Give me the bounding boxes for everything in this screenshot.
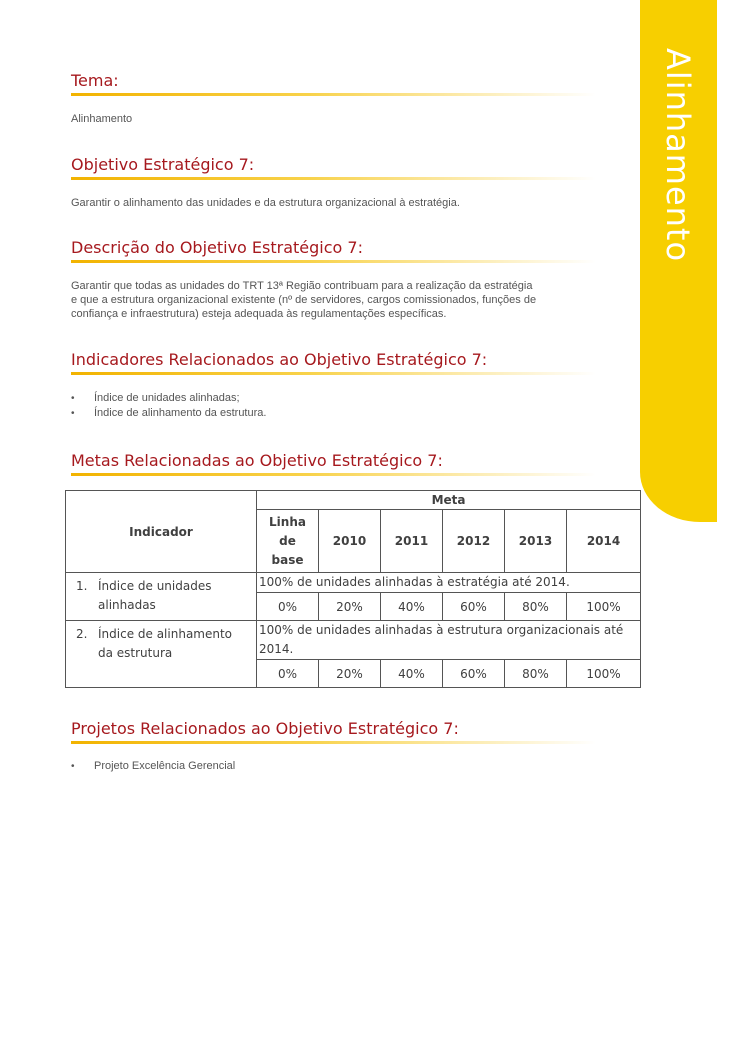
value-cell: 20% [319, 593, 381, 621]
descricao-text [71, 279, 536, 321]
list-item: • Índice de unidades alinhadas; [71, 392, 240, 404]
value-cell: 100% [567, 593, 641, 621]
bullet-icon: • [71, 761, 75, 772]
value-cell: 80% [505, 660, 567, 688]
value-cell: 100% [567, 660, 641, 688]
indicadores-list [71, 391, 266, 421]
metas-table [65, 490, 641, 688]
header-indicador: Indicador [66, 491, 257, 573]
list-item: • Índice de alinhamento da estrutura. [71, 407, 267, 419]
tema-heading: Tema: [71, 71, 119, 90]
header-year: 2014 [567, 510, 641, 573]
tema-text: Alinhamento [71, 113, 133, 125]
value-cell: 40% [381, 660, 443, 688]
header-year: 2013 [505, 510, 567, 573]
descricao-line: Garantir que todas as unidades do TRT 13ª Região contribuam para a realização da estratégia [71, 280, 533, 292]
indicator-name: Índice de unidades [98, 579, 212, 593]
indicator-cell [66, 621, 257, 688]
indicadores-rule [71, 372, 596, 375]
bullet-icon: • [71, 393, 75, 404]
side-tab-label: Alinhamento [659, 47, 697, 263]
value-cell: 20% [319, 660, 381, 688]
indicator-name: Índice de alinhamento [98, 627, 233, 641]
indicator-number: 1. [76, 579, 88, 593]
header-meta: Meta [257, 491, 641, 510]
projetos-rule [71, 741, 596, 744]
metas-rule [71, 473, 596, 476]
header-baseline: Linha de base [257, 510, 319, 573]
goal-text: 100% de unidades alinhadas à estratégia até 2014. [257, 573, 641, 593]
indicator-number: 2. [76, 627, 88, 641]
header-year: 2012 [443, 510, 505, 573]
goal-text: 100% de unidades alinhadas à estrutura organizacionais até 2014. [257, 621, 641, 660]
descricao-heading: Descrição do Objetivo Estratégico 7: [71, 238, 363, 257]
bullet-icon: • [71, 408, 75, 419]
header-year: 2011 [381, 510, 443, 573]
indicator-name: alinhadas [98, 598, 156, 612]
objetivo-rule [71, 177, 596, 180]
table-header-row [66, 491, 641, 510]
value-cell: 0% [257, 593, 319, 621]
table-row [66, 621, 641, 660]
tema-rule [71, 93, 596, 96]
value-cell: 0% [257, 660, 319, 688]
objetivo-text: Garantir o alinhamento das unidades e da estrutura organizacional à estratégia. [71, 197, 460, 209]
table-row [66, 573, 641, 593]
indicator-name: da estrutura [98, 646, 173, 660]
value-cell: 80% [505, 593, 567, 621]
value-cell: 40% [381, 593, 443, 621]
list-item: • Projeto Excelência Gerencial [71, 760, 236, 772]
descricao-line: e que a estrutura organizacional existente (nº de servidores, cargos comissionados, funções de [71, 294, 537, 306]
descricao-rule [71, 260, 596, 263]
value-cell: 60% [443, 660, 505, 688]
indicator-cell [66, 573, 257, 621]
objetivo-heading: Objetivo Estratégico 7: [71, 155, 255, 174]
projetos-heading: Projetos Relacionados ao Objetivo Estratégico 7: [71, 719, 459, 738]
value-cell: 60% [443, 593, 505, 621]
projetos-list [71, 759, 235, 774]
indicadores-heading: Indicadores Relacionados ao Objetivo Estratégico 7: [71, 350, 488, 369]
metas-heading: Metas Relacionadas ao Objetivo Estratégico 7: [71, 451, 443, 470]
header-year: 2010 [319, 510, 381, 573]
descricao-line: confiança e infraestrutura) esteja adequada às regulamentações específicas. [71, 308, 447, 320]
